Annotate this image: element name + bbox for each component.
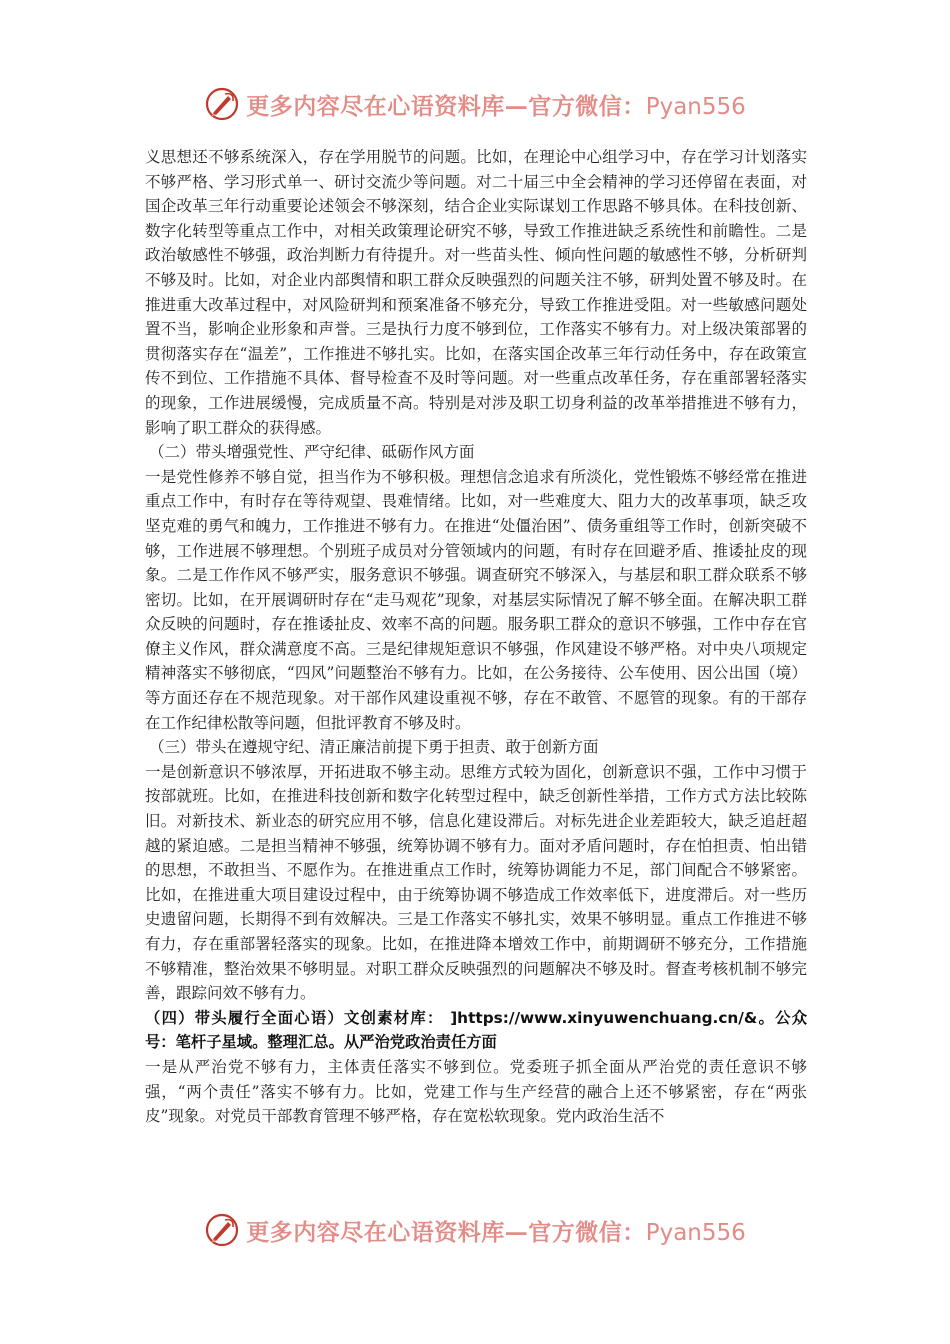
footer-banner-text: [246, 1214, 746, 1247]
header-banner-text: [246, 88, 746, 121]
paragraph-continuation: 义思想还不够系统深入，存在学用脱节的问题。比如，在理论中心组学习中，存在学习计划落实不够严格、学习形式单一、研讨交流少等问题。对二十届三中全会精神的学习还停留在表面，对国企改革三年行动重要论述领会不够深刻，结合企业实际谋划工作思路不够具体。在科技创新、数字化转型等重点工作中，对相关政策理论研究不够，导致工作推进缺乏系统性和前瞻性。二是政治敏感性不够强，政治判断力有待提升。对一些苗头性、倾向性问题的敏感性不够，分析研判不够及时。比如，对企业内部舆情和职工群众反映强烈的问题关注不够，研判处置不够及时。在推进重大改革过程中，对风险研判和预案准备不够充分，导致工作推进受阻。对一些敏感问题处置不当，影响企业形象和声誉。三是执行力度不够到位，工作落实不够有力。对上级决策部署的贯彻落实存在“温差”，工作推进不够扎实。比如，在落实国企改革三年行动任务中，存在政策宣传不到位、工作措施不具体、督导检查不及时等问题。对一些重点改革任务，存在重部署轻落实的现象，工作进展缓慢，完成质量不高。特别是对涉及职工切身利益的改革举措推进不够有力，影响了职工群众的获得感。: [145, 148, 807, 437]
footer-banner-wechat-id: Pyan556: [645, 1219, 746, 1246]
header-banner: [0, 82, 950, 126]
pen-logo-icon: [204, 86, 240, 122]
paragraph-section-3: 一是创新意识不够浓厚，开拓进取不够主动。思维方式较为固化，创新意识不强，工作中习惯于按部就班。比如，在推进科技创新和数字化转型过程中，缺乏创新性举措，工作方式方法比较陈旧。对新技术、新业态的研究应用不够，信息化建设滞后。对标先进企业差距较大，缺乏追赶超越的紧迫感。二是担当精神不够强，统筹协调不够有力。面对矛盾问题时，存在怕担责、怕出错的思想，不敢担当、不愿作为。在推进重点工作时，统筹协调能力不足，部门间配合不够紧密。比如，在推进重大项目建设过程中，由于统筹协调不够造成工作效率低下，进度滞后。对一些历史遗留问题，长期得不到有效解决。三是工作落实不够扎实，效果不够明显。重点工作推进不够有力，存在重部署轻落实的现象。比如，在推进降本增效工作中，前期调研不够充分，工作措施不够精准，整治效果不够明显。对职工群众反映强烈的问题解决不够及时。督查考核机制不够完善，跟踪问效不够有力。: [145, 762, 807, 1003]
pen-logo-icon: [204, 1212, 240, 1248]
paragraph-section-2: 一是党性修养不够自觉，担当作为不够积极。理想信念追求有所淡化，党性锻炼不够经常在推进重点工作中，有时存在等待观望、畏难情绪。比如，对一些难度大、阻力大的改革事项，缺乏攻坚克难的勇气和魄力，工作推进不够有力。在推进“处僵治困”、债务重组等工作时，创新突破不够，工作进展不够理想。个别班子成员对分管领域内的问题，有时存在回避矛盾、推诿扯皮的现象。二是工作作风不够严实，服务意识不够强。调查研究不够深入，与基层和职工群众联系不够密切。比如，在开展调研时存在“走马观花”现象，对基层实际情况了解不够全面。在解决职工群众反映的问题时，存在推诿扯皮、效率不高的问题。服务职工群众的意识不够强，工作中存在官僚主义作风，群众满意度不高。三是纪律规矩意识不够强，作风建设不够严格。对中央八项规定精神落实不够彻底，“四风”问题整治不够有力。比如，在公务接待、公车使用、因公出国（境）等方面还存在不规范现象。对干部作风建设重视不够，存在不敢管、不愿管的现象。有的干部存在工作纪律松散等问题，但批评教育不够及时。: [145, 467, 807, 732]
footer-banner: [0, 1208, 950, 1252]
section-heading-4: （四）带头履行全面心语）文创素材库： ]https://www.xinyuwenchuang.cn/&。公众号：笔杆子星域。整理汇总。从严治党政治责任方面: [145, 1008, 807, 1052]
section-heading-3: （三）带头在遵规守纪、清正廉洁前提下勇于担责、敢于创新方面: [149, 738, 599, 757]
header-banner-label: 更多内容尽在心语资料库—官方微信：: [246, 92, 646, 120]
document-body: [145, 145, 807, 1129]
section-heading-2: （二）带头增强党性、严守纪律、砥砺作风方面: [149, 443, 475, 462]
paragraph-section-4: 一是从严治党不够有力，主体责任落实不够到位。党委班子抓全面从严治党的责任意识不够强，“两个责任”落实不够有力。比如，党建工作与生产经营的融合上还不够紧密，存在“两张皮”现象。对党员干部教育管理不够严格，存在宽松软现象。党内政治生活不: [145, 1057, 807, 1126]
footer-banner-label: 更多内容尽在心语资料库—官方微信：: [246, 1218, 646, 1246]
header-banner-wechat-id: Pyan556: [645, 93, 746, 120]
